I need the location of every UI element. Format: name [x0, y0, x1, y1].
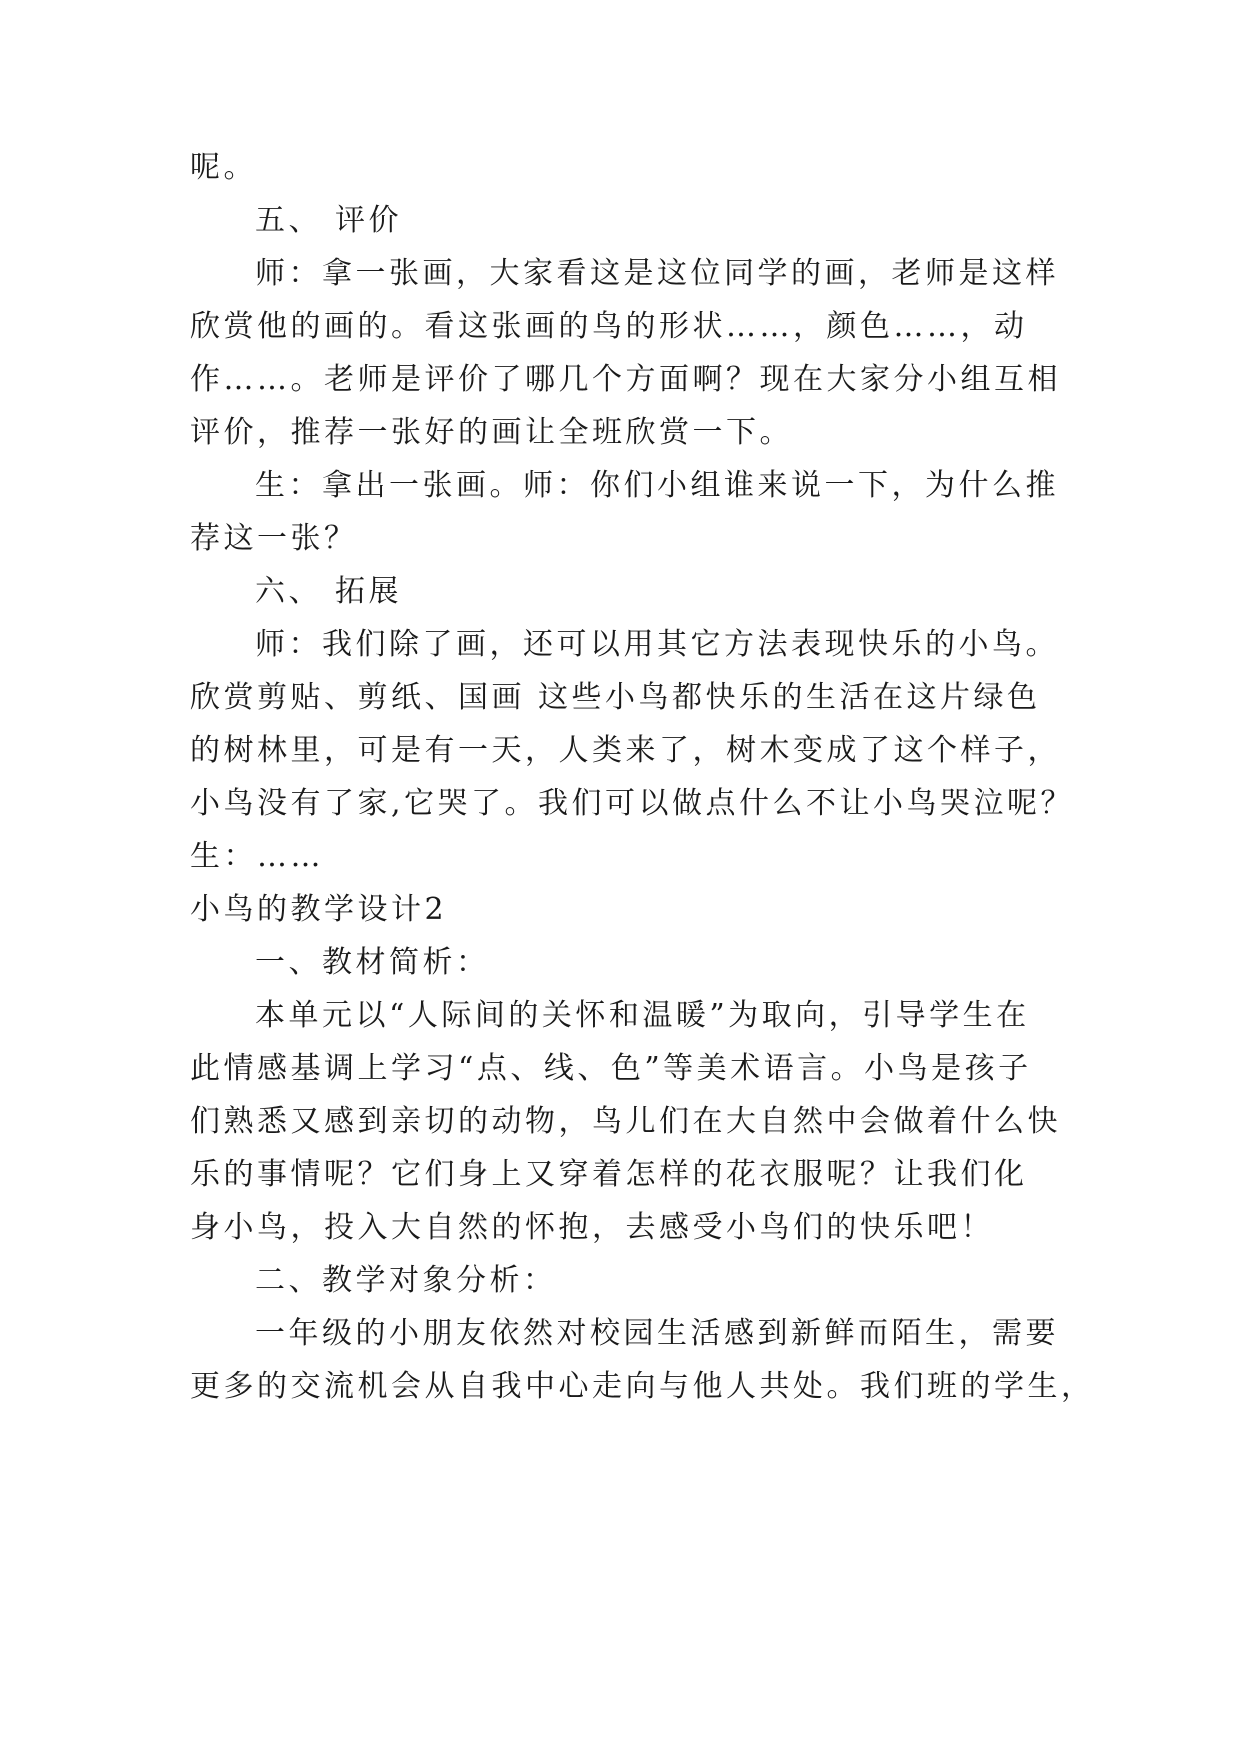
text-line: 作……。老师是评价了哪几个方面啊？现在大家分小组互相 [190, 362, 1061, 397]
text-line: 生：拿出一张画。师：你们小组谁来说一下，为什么推 [255, 468, 1059, 503]
text-line: 荐这一张？ [190, 521, 358, 556]
text-line: 们熟悉又感到亲切的动物，鸟儿们在大自然中会做着什么快 [190, 1104, 1061, 1139]
text-line: 更多的交流机会从自我中心走向与他人共处。我们班的学生， [190, 1369, 1095, 1404]
section-heading: 一、教材简析： [255, 945, 490, 980]
section-heading: 五、 评价 [255, 203, 403, 238]
text-line: 生：…… [190, 839, 324, 874]
text-line: 此情感基调上学习“点、线、色”等美术语言。小鸟是孩子 [190, 1051, 1032, 1086]
text-line: 欣赏剪贴、剪纸、国画 这些小鸟都快乐的生活在这片绿色 [190, 680, 1041, 715]
text-line: 评价，推荐一张好的画让全班欣赏一下。 [190, 415, 793, 450]
section-heading: 六、 拓展 [255, 574, 403, 609]
text-line: 的树林里，可是有一天，人类来了，树木变成了这个样子， [190, 733, 1061, 768]
text-line: 欣赏他的画的。看这张画的鸟的形状……，颜色……，动 [190, 309, 1028, 344]
text-line: 师：拿一张画，大家看这是这位同学的画，老师是这样 [255, 256, 1059, 291]
section-heading: 二、教学对象分析： [255, 1263, 557, 1298]
text-line: 身小鸟，投入大自然的怀抱，去感受小鸟们的快乐吧！ [190, 1210, 994, 1245]
text-line: 乐的事情呢？它们身上又穿着怎样的花衣服呢？让我们化 [190, 1157, 1028, 1192]
text-line: 小鸟没有了家,它哭了。我们可以做点什么不让小鸟哭泣呢？ [190, 786, 1075, 821]
text-line: 本单元以“人际间的关怀和温暖”为取向，引导学生在 [255, 998, 1030, 1033]
text-line: 师：我们除了画，还可以用其它方法表现快乐的小鸟。 [255, 627, 1059, 662]
text-line: 呢。 [190, 150, 257, 185]
document-subtitle: 小鸟的教学设计2 [190, 892, 448, 927]
text-line: 一年级的小朋友依然对校园生活感到新鲜而陌生，需要 [255, 1316, 1059, 1351]
